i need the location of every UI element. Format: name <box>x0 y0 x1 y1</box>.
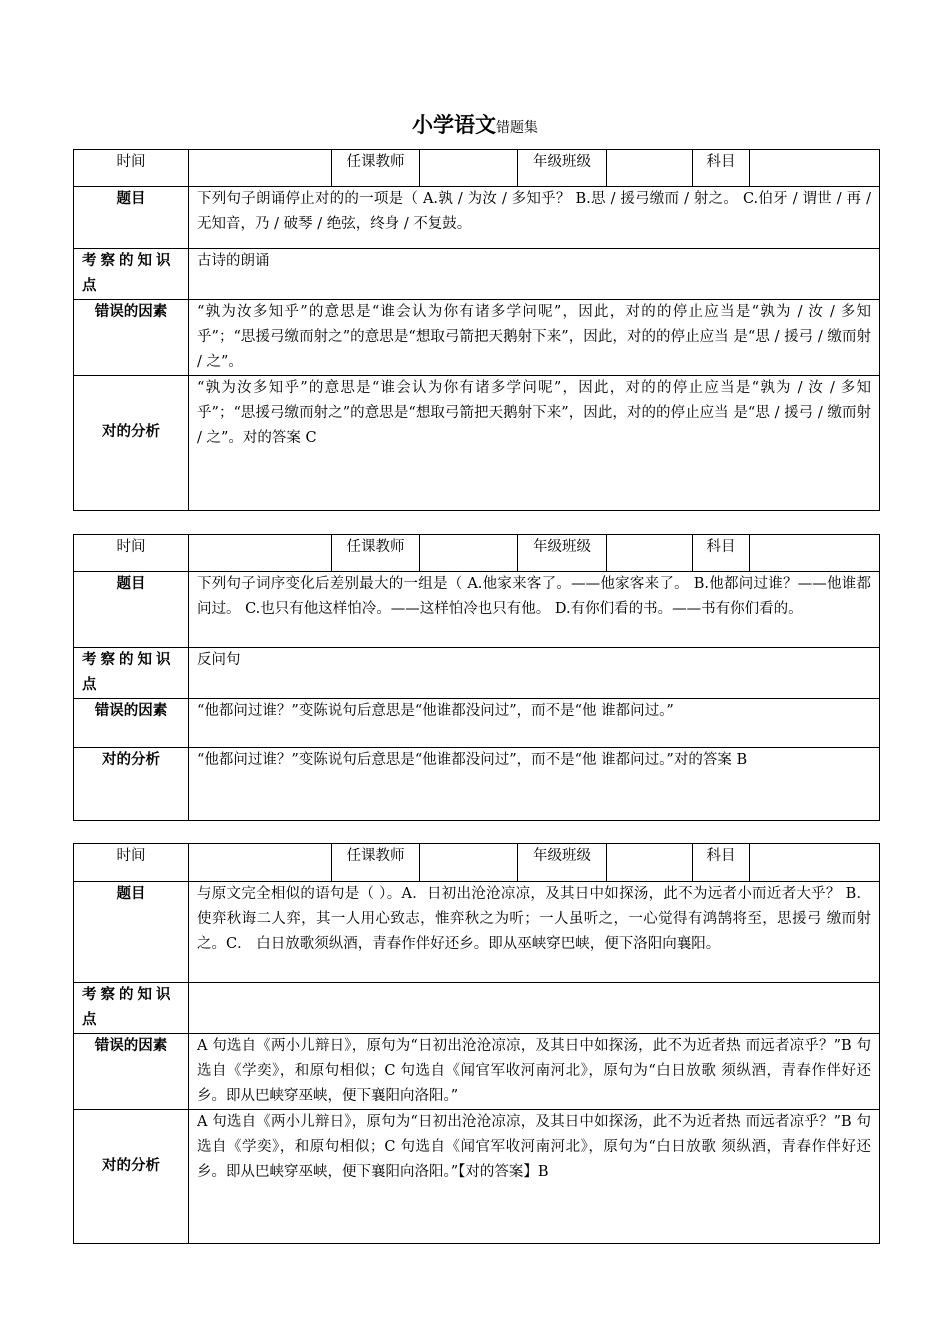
error-cause-row <box>74 699 880 748</box>
error-cause-row <box>74 1034 880 1110</box>
knowledge-text: 古诗的朗诵 <box>189 249 880 300</box>
analysis-text: “孰为汝多知乎”的意思是“谁会认为你有诸多学问呢”，因此，对的的停止应当是“孰为 / 汝 / 多知乎”；“思援弓缴而射之”的意思是“想取弓箭把天鹅射下来”，因此，对的的停止应当 是“思 / 援弓 / 缴而射 / 之”。对的答案 C <box>189 376 880 511</box>
subject-value <box>750 535 880 572</box>
grade-class-label: 年级班级 <box>518 150 607 187</box>
question-text: 与原文完全相似的语句是（ ）。A．日初出沧沧凉凉，及其日中如探汤，此不为远者小而近者大乎？ B．使弈秋诲二人弈，其一人用心致志，惟弈秋之为听；一人虽听之，一心觉得有鸿鹄将至，思援弓 缴而射之。C． 白日放歌须纵酒，青春作伴好还乡。即从巫峡穿巴峡，便下洛阳向襄阳。 <box>189 882 880 983</box>
question-text: 下列句子朗诵停止对的的一项是（ A.孰 / 为汝 / 多知乎？ B.思 / 援弓缴而 / 射之。 C.伯牙 / 谓世 / 再 / 无知音，乃 / 破琴 / 绝弦，终身 / 不复鼓。 <box>189 187 880 249</box>
header-row <box>74 844 880 882</box>
knowledge-row <box>74 648 880 699</box>
time-label: 时间 <box>74 150 189 187</box>
analysis-label: 对的分析 <box>74 376 189 511</box>
error-record-1 <box>73 149 880 511</box>
time-value <box>189 844 332 882</box>
error-cause-text: “孰为汝多知乎”的意思是“谁会认为你有诸多学问呢”，因此，对的的停止应当是“孰为 / 汝 / 多知乎”；“思援弓缴而射之”的意思是“想取弓箭把天鹅射下来”，因此，对的的停止应当 是“思 / 援弓 / 缴而射 / 之”。 <box>189 300 880 376</box>
question-text: 下列句子词序变化后差别最大的一组是（ A.他家来客了。——他家客来了。 B.他都问过谁？——他谁都问过。 C.也只有他这样怕冷。——这样怕冷也只有他。 D.有你们看的书。——书有你们看的。 <box>189 572 880 648</box>
grade-class-value <box>607 535 693 572</box>
analysis-text: “他都问过谁？”变陈说句后意思是“他谁都没问过”，而不是“他 谁都问过。”对的答案 B <box>189 748 880 821</box>
question-label: 题目 <box>74 187 189 249</box>
analysis-label: 对的分析 <box>74 1110 189 1244</box>
grade-class-label: 年级班级 <box>518 844 607 882</box>
time-value <box>189 150 332 187</box>
subject-value <box>750 150 880 187</box>
knowledge-row <box>74 249 880 300</box>
error-cause-row <box>74 300 880 376</box>
page-title <box>0 110 950 143</box>
analysis-row <box>74 1110 880 1244</box>
analysis-text: A 句选自《两小儿辩日》，原句为“日初出沧沧凉凉，及其日中如探汤，此不为近者热 而远者凉乎？”B 句选自《学奕》，和原句相似；C 句选自《闻官军收河南河北》，原句为“白日放歌 须纵酒，青春作伴好还乡。即从巴峡穿巫峡，便下襄阳向洛阳。”【对的答案】B <box>189 1110 880 1244</box>
question-row <box>74 882 880 983</box>
teacher-label: 任课教师 <box>332 150 420 187</box>
subject-label: 科目 <box>693 535 750 572</box>
grade-class-value <box>607 844 693 882</box>
page-title-main: 小学语文 <box>412 113 496 137</box>
knowledge-label: 考察的知识点 <box>74 983 189 1034</box>
teacher-label: 任课教师 <box>332 844 420 882</box>
knowledge-label: 考察的知识点 <box>74 249 189 300</box>
analysis-label: 对的分析 <box>74 748 189 821</box>
error-record-3 <box>73 843 880 1244</box>
error-cause-label: 错误的因素 <box>74 300 189 376</box>
grade-class-label: 年级班级 <box>518 535 607 572</box>
question-label: 题目 <box>74 572 189 648</box>
error-cause-text: A 句选自《两小儿辩日》，原句为“日初出沧沧凉凉，及其日中如探汤，此不为近者热 而远者凉乎？”B 句选自《学奕》，和原句相似；C 句选自《闻官军收河南河北》，原句为“白日放歌 须纵酒，青春作伴好还乡。即从巴峡穿巫峡，便下襄阳向洛阳。” <box>189 1034 880 1110</box>
knowledge-label: 考察的知识点 <box>74 648 189 699</box>
subject-label: 科目 <box>693 844 750 882</box>
error-cause-text: “他都问过谁？”变陈说句后意思是“他谁都没问过”，而不是“他 谁都问过。” <box>189 699 880 748</box>
knowledge-row <box>74 983 880 1034</box>
question-row <box>74 572 880 648</box>
error-record-2 <box>73 534 880 821</box>
question-row <box>74 187 880 249</box>
teacher-value <box>420 844 518 882</box>
subject-value <box>750 844 880 882</box>
header-row <box>74 535 880 572</box>
time-label: 时间 <box>74 844 189 882</box>
page-title-sub: 错题集 <box>496 120 538 136</box>
header-row <box>74 150 880 187</box>
analysis-row <box>74 748 880 821</box>
teacher-value <box>420 150 518 187</box>
teacher-value <box>420 535 518 572</box>
grade-class-value <box>607 150 693 187</box>
analysis-row <box>74 376 880 511</box>
time-label: 时间 <box>74 535 189 572</box>
knowledge-text <box>189 983 880 1034</box>
teacher-label: 任课教师 <box>332 535 420 572</box>
question-label: 题目 <box>74 882 189 983</box>
subject-label: 科目 <box>693 150 750 187</box>
time-value <box>189 535 332 572</box>
knowledge-text: 反问句 <box>189 648 880 699</box>
error-cause-label: 错误的因素 <box>74 699 189 748</box>
error-cause-label: 错误的因素 <box>74 1034 189 1110</box>
